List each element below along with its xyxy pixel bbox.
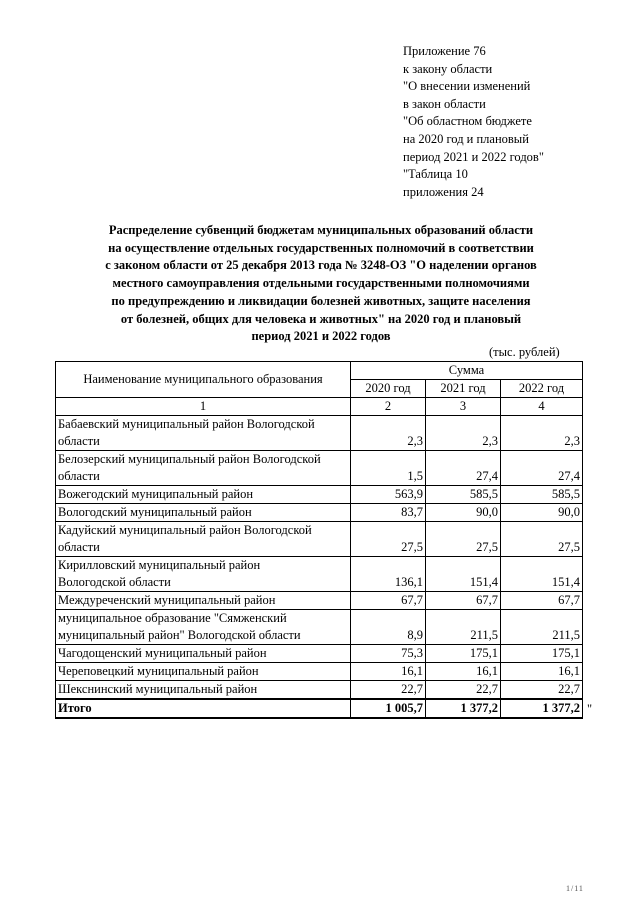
- row-value-2022: 90,0: [501, 504, 583, 522]
- appendix-line: Приложение 76: [403, 44, 486, 58]
- row-name: [56, 522, 351, 557]
- row-name-line: муниципальный район" Вологодской области: [58, 628, 301, 642]
- row-name-line: Междуреченский муниципальный район: [58, 593, 276, 607]
- appendix-line: период 2021 и 2022 годов": [403, 149, 544, 164]
- row-value-2021: 175,1: [426, 645, 501, 663]
- row-value-2022: 151,4: [501, 557, 583, 592]
- row-value-2020: 563,9: [351, 486, 426, 504]
- table-row: [56, 610, 583, 645]
- table-row: [56, 416, 583, 451]
- row-name-line: муниципальное образование "Сямженский: [58, 611, 287, 625]
- table-row: [56, 504, 583, 522]
- table-row: [56, 522, 583, 557]
- row-value-2022: 67,7: [501, 592, 583, 610]
- row-name: [56, 486, 351, 504]
- row-name-line: Кадуйский муниципальный район Вологодской: [58, 523, 312, 537]
- row-name: [56, 663, 351, 681]
- row-name-line: области: [58, 434, 100, 448]
- row-value-2021: 151,4: [426, 557, 501, 592]
- row-name: [56, 610, 351, 645]
- total-2020: 1 005,7: [351, 699, 426, 718]
- table-row: [56, 557, 583, 592]
- row-value-2021: 67,7: [426, 592, 501, 610]
- appendix-line: в закон области: [403, 96, 486, 111]
- colnum: 2: [351, 398, 426, 416]
- row-value-2021: 2,3: [426, 416, 501, 451]
- row-name-line: Белозерский муниципальный район Вологодской: [58, 452, 321, 466]
- row-value-2022: 2,3: [501, 416, 583, 451]
- table-row: [56, 486, 583, 504]
- row-name: [56, 557, 351, 592]
- row-name-line: Вологодской области: [58, 575, 171, 589]
- row-name: [56, 681, 351, 700]
- title-line: местного самоуправления отдельными государственными полномочиями: [112, 276, 530, 291]
- header-year-2020: 2020 год: [351, 380, 426, 398]
- table-row: [56, 663, 583, 681]
- row-value-2022: 211,5: [501, 610, 583, 645]
- header-year-2021: 2021 год: [426, 380, 501, 398]
- total-2021: 1 377,2: [426, 699, 501, 718]
- row-value-2020: 136,1: [351, 557, 426, 592]
- row-value-2020: 75,3: [351, 645, 426, 663]
- row-value-2022: 175,1: [501, 645, 583, 663]
- row-value-2020: 27,5: [351, 522, 426, 557]
- table-row: [56, 451, 583, 486]
- table-row: [56, 681, 583, 700]
- row-value-2020: 1,5: [351, 451, 426, 486]
- document-title: [60, 222, 582, 346]
- appendix-line: к закону области: [403, 61, 493, 76]
- total-label: Итого: [56, 699, 351, 718]
- title-line: от болезней, общих для человека и животных" на 2020 год и плановый: [120, 311, 522, 326]
- row-value-2021: 585,5: [426, 486, 501, 504]
- row-name-line: области: [58, 540, 100, 554]
- appendix-line: "О внесении изменений: [403, 79, 531, 94]
- unit-label: (тыс. рублей): [489, 345, 560, 359]
- appendix-reference: [403, 43, 633, 201]
- header-year-2022: 2022 год: [501, 380, 583, 398]
- table-header-row: [56, 362, 583, 380]
- colnum: 1: [56, 398, 351, 416]
- title-line: Распределение субвенций бюджетам муниципальных образований области: [108, 223, 534, 237]
- row-name-line: Вожегодский муниципальный район: [58, 487, 254, 501]
- closing-quote: ": [587, 702, 593, 716]
- subvention-table: [55, 361, 583, 719]
- row-value-2021: 22,7: [426, 681, 501, 700]
- row-name-line: Кирилловский муниципальный район: [58, 558, 261, 572]
- colnum: 4: [501, 398, 583, 416]
- table-total-row: [56, 699, 583, 718]
- table-row: [56, 592, 583, 610]
- row-value-2022: 27,4: [501, 451, 583, 486]
- row-name: [56, 645, 351, 663]
- row-value-2020: 16,1: [351, 663, 426, 681]
- title-line: период 2021 и 2022 годов: [251, 329, 391, 344]
- row-name-line: Вологодский муниципальный район: [58, 505, 252, 519]
- title-line: на осуществление отдельных государственных полномочий в соответствии: [108, 240, 534, 255]
- row-value-2021: 211,5: [426, 610, 501, 645]
- row-value-2020: 22,7: [351, 681, 426, 700]
- row-value-2022: 27,5: [501, 522, 583, 557]
- total-2022: 1 377,2: [501, 699, 583, 718]
- row-name: [56, 592, 351, 610]
- row-value-2021: 27,5: [426, 522, 501, 557]
- row-name-line: области: [58, 469, 100, 483]
- page-mark: 1/11: [566, 884, 584, 893]
- row-value-2020: 83,7: [351, 504, 426, 522]
- appendix-line: "Таблица 10: [403, 167, 468, 182]
- row-value-2021: 27,4: [426, 451, 501, 486]
- row-name-line: Чагодощенский муниципальный район: [58, 646, 267, 660]
- row-name-line: Бабаевский муниципальный район Вологодской: [58, 417, 315, 431]
- header-name: Наименование муниципального образования: [56, 362, 351, 398]
- row-value-2022: 585,5: [501, 486, 583, 504]
- appendix-line: на 2020 год и плановый: [403, 131, 529, 146]
- row-name: [56, 504, 351, 522]
- table-row: [56, 645, 583, 663]
- row-name: [56, 416, 351, 451]
- title-line: с законом области от 25 декабря 2013 года № 3248-ОЗ "О наделении органов: [105, 258, 537, 273]
- title-line: по предупреждению и ликвидации болезней животных, защите населения: [111, 293, 531, 308]
- row-value-2021: 90,0: [426, 504, 501, 522]
- appendix-line: "Об областном бюджете: [403, 114, 532, 129]
- row-value-2020: 8,9: [351, 610, 426, 645]
- colnum: 3: [426, 398, 501, 416]
- row-value-2020: 2,3: [351, 416, 426, 451]
- row-value-2022: 22,7: [501, 681, 583, 700]
- row-value-2021: 16,1: [426, 663, 501, 681]
- row-value-2020: 67,7: [351, 592, 426, 610]
- row-name: [56, 451, 351, 486]
- table-colnum-row: [56, 398, 583, 416]
- row-value-2022: 16,1: [501, 663, 583, 681]
- row-name-line: Череповецкий муниципальный район: [58, 664, 259, 678]
- row-name-line: Шекснинский муниципальный район: [58, 682, 258, 696]
- appendix-line: приложения 24: [403, 184, 484, 199]
- header-sum: Сумма: [351, 362, 583, 380]
